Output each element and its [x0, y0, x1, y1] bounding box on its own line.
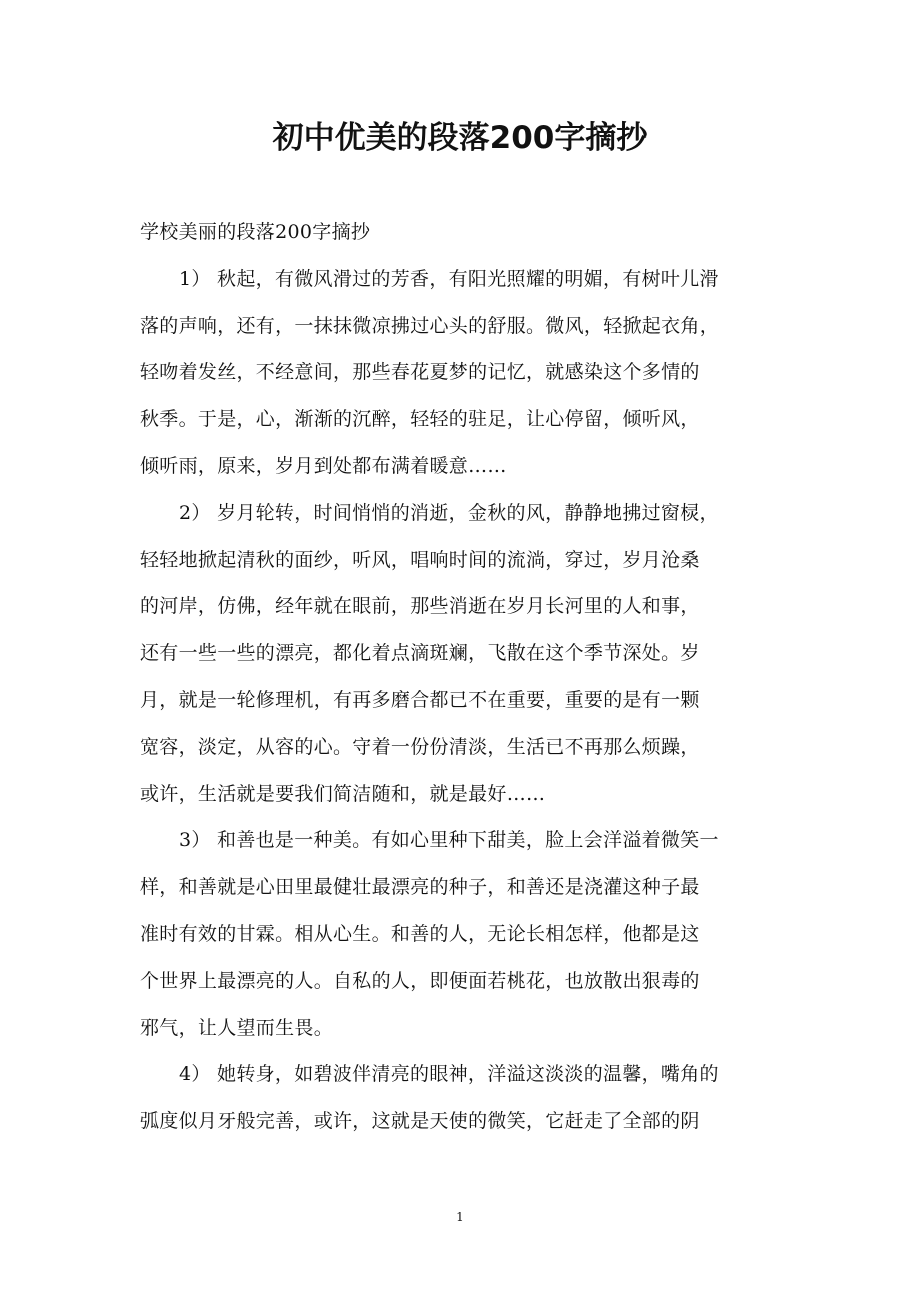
paragraph — [140, 1056, 790, 1150]
paragraph-line: 准时有效的甘霖。相从心生。和善的人，无论长相怎样，他都是这 — [140, 922, 700, 945]
paragraph-line: 样，和善就是心田里最健壮最漂亮的种子，和善还是浇灌这种子最 — [140, 876, 700, 899]
paragraph-line: 月，就是一轮修理机，有再多磨合都已不在重要，重要的是有一颗 — [140, 688, 700, 711]
paragraph-line: 轻轻地掀起清秋的面纱，听风，唱响时间的流淌，穿过，岁月沧桑 — [140, 548, 700, 571]
paragraph — [140, 495, 790, 823]
paragraphs — [140, 261, 790, 1150]
section-subtitle: 学校美丽的段落200字摘抄 — [140, 221, 371, 243]
document-body — [140, 214, 790, 1150]
paragraph-line: 倾听雨，原来，岁月到处都布满着暖意…… — [140, 454, 507, 477]
paragraph-line: 弧度似月牙般完善，或许，这就是天使的微笑，它赶走了全部的阴 — [140, 1110, 700, 1133]
paragraph-line: 还有一些一些的漂亮，都化着点滴斑斓，飞散在这个季节深处。岁 — [140, 642, 700, 665]
paragraph — [140, 261, 790, 495]
paragraph-line: 秋季。于是，心，渐渐的沉醉，轻轻的驻足，让心停留，倾听风， — [140, 408, 700, 431]
paragraph-line: 邪气，让人望而生畏。 — [140, 1016, 334, 1039]
paragraph-line: 3） 和善也是一种美。有如心里种下甜美，脸上会洋溢着微笑一 — [179, 829, 719, 852]
paragraph-line: 落的声响，还有，一抹抹微凉拂过心头的舒服。微风，轻掀起衣角， — [140, 314, 720, 337]
paragraph — [140, 822, 790, 1056]
page-number: 1 — [456, 1210, 464, 1224]
paragraph-line: 个世界上最漂亮的人。自私的人，即便面若桃花，也放散出狠毒的 — [140, 969, 700, 992]
paragraph-line: 或许，生活就是要我们简洁随和，就是最好…… — [140, 782, 546, 805]
paragraph-line: 1） 秋起，有微风滑过的芳香，有阳光照耀的明媚，有树叶儿滑 — [179, 267, 719, 290]
paragraph-line: 宽容，淡定，从容的心。守着一份份清淡，生活已不再那么烦躁， — [140, 735, 700, 758]
paragraph-line: 2） 岁月轮转，时间悄悄的消逝，金秋的风，静静地拂过窗棂， — [179, 501, 719, 524]
paragraph-line: 的河岸，仿佛，经年就在眼前，那些消逝在岁月长河里的人和事， — [140, 595, 700, 618]
paragraph-line: 4） 她转身，如碧波伴清亮的眼神，洋溢这淡淡的温馨，嘴角的 — [179, 1063, 719, 1086]
paragraph-line: 轻吻着发丝，不经意间，那些春花夏梦的记忆，就感染这个多情的 — [140, 361, 700, 384]
document-title: 初中优美的段落200字摘抄 — [272, 120, 648, 156]
